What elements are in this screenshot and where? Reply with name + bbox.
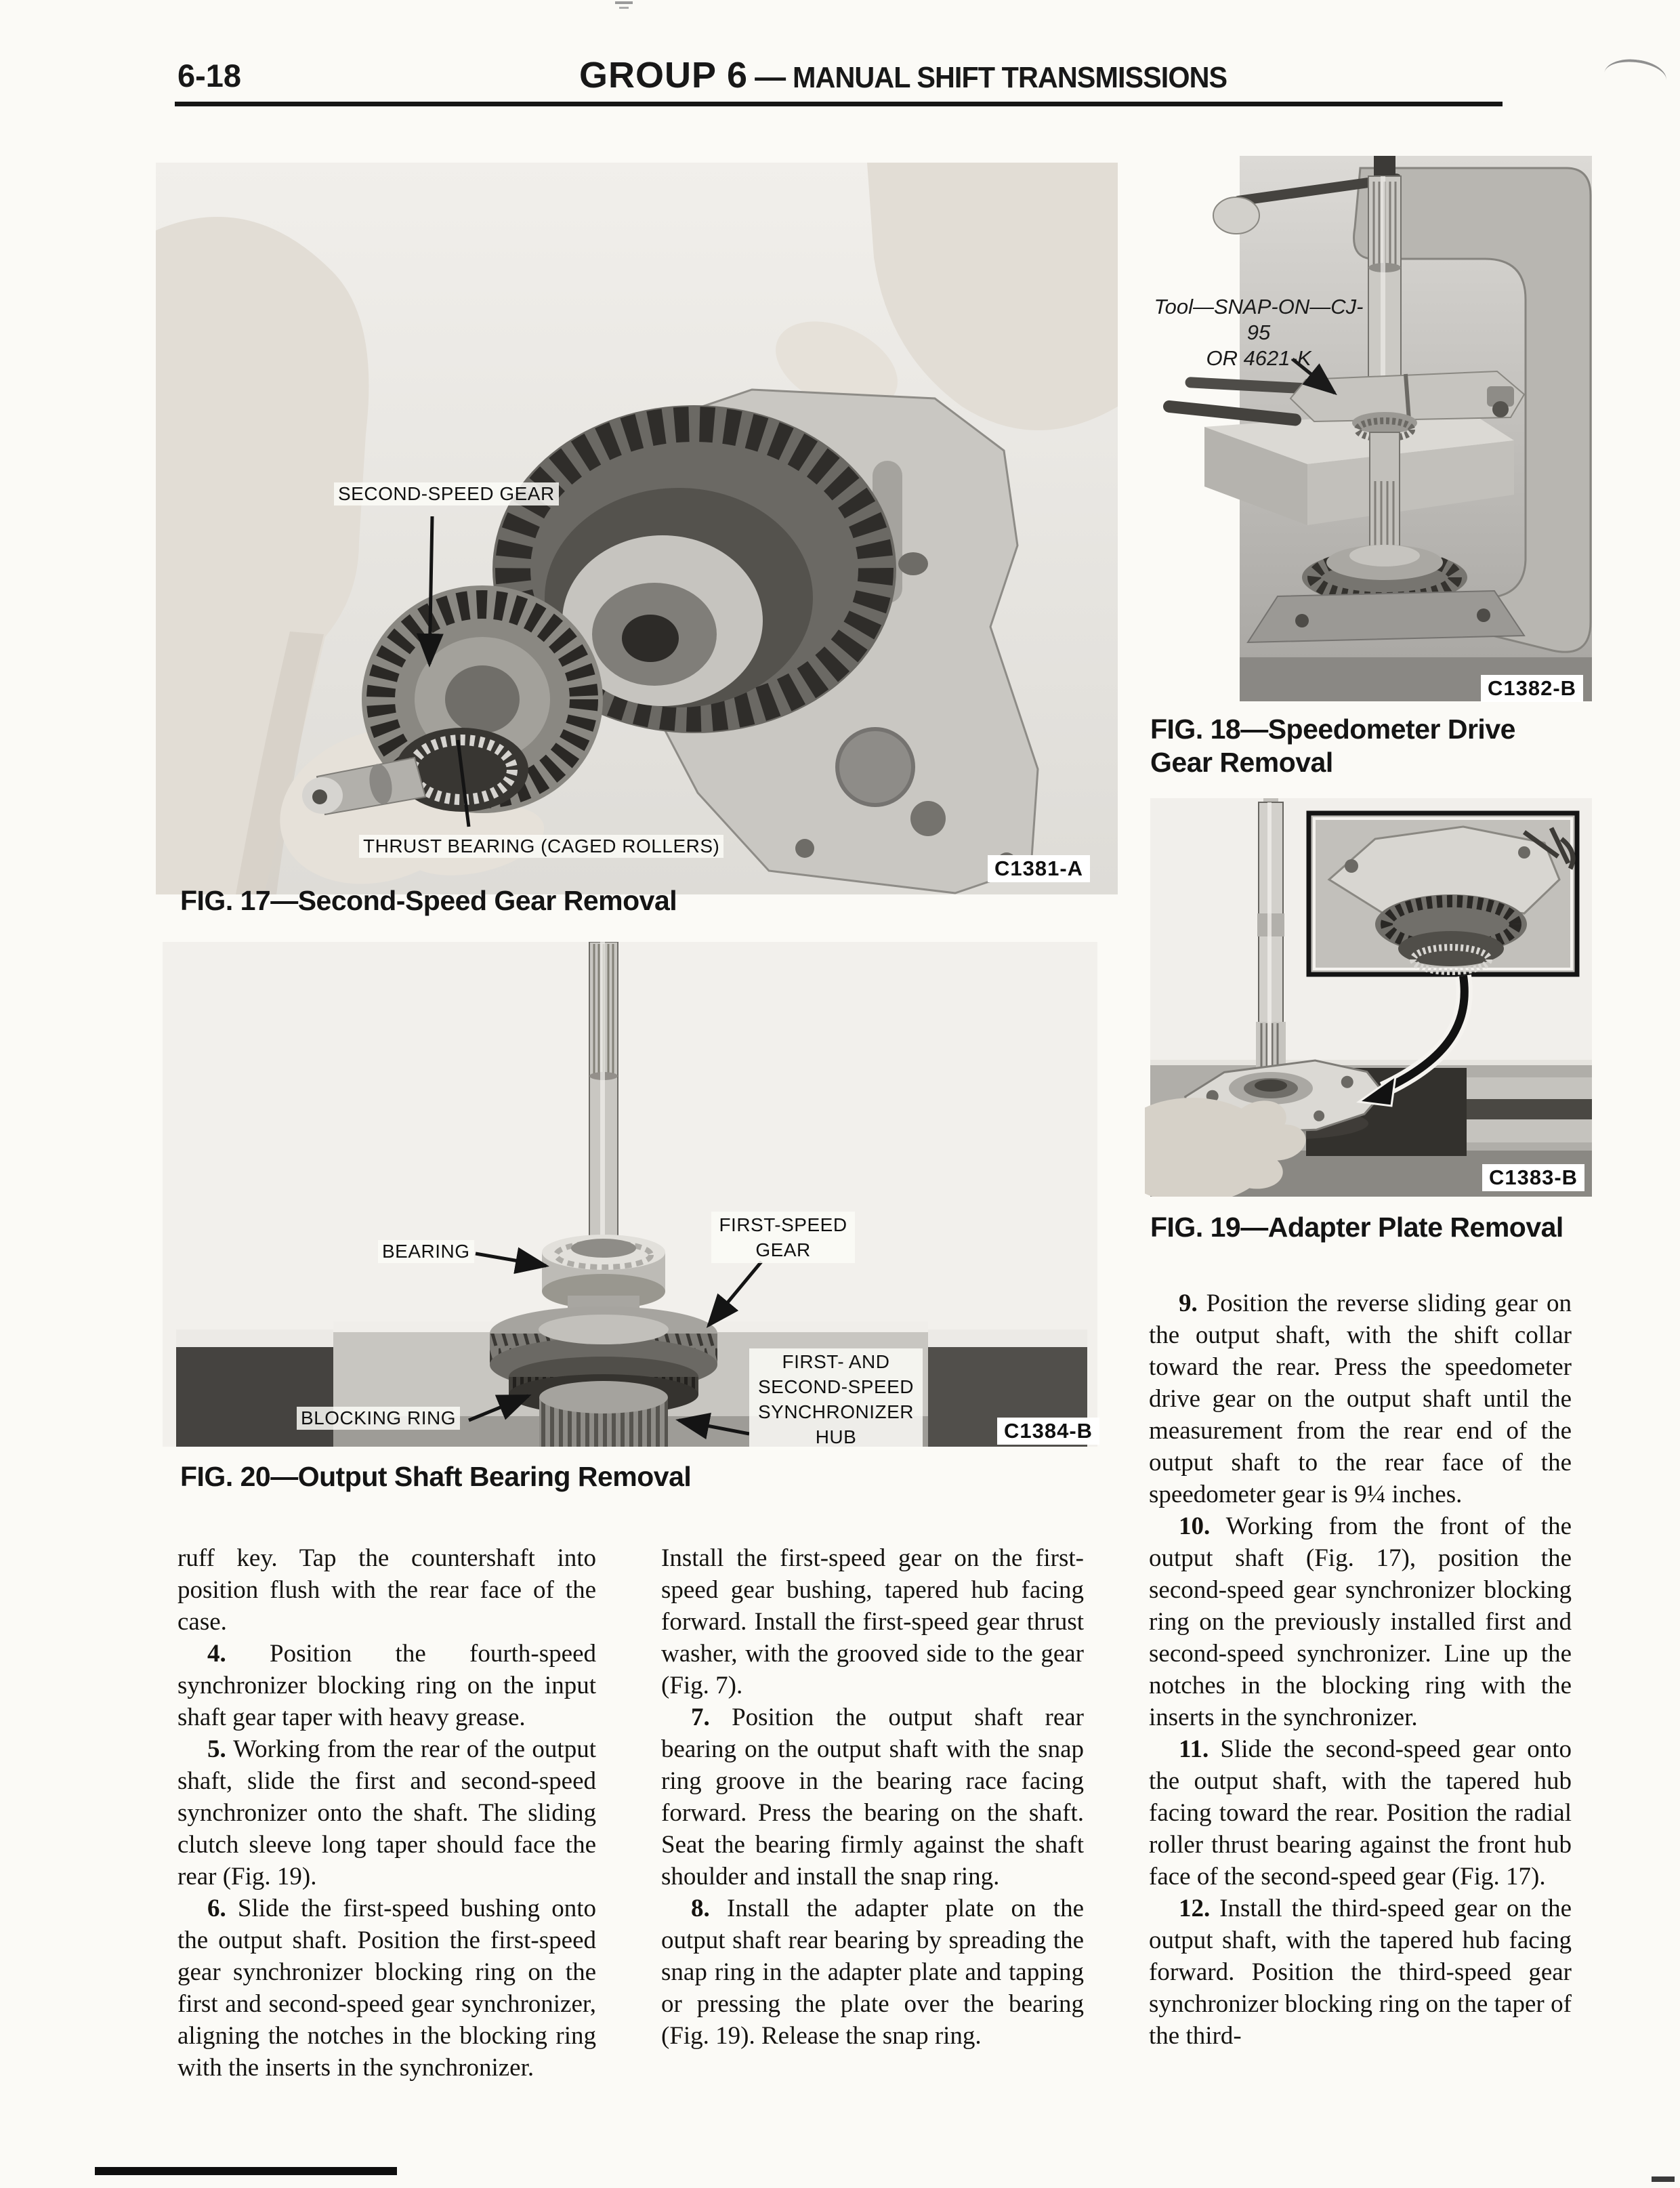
- body-paragraph: 4. Position the fourth-speed synchronizer blocking ring on the input shaft gear taper with heavy grease.: [177, 1640, 596, 1731]
- body-paragraph: 12. Install the third-speed gear on the output shaft, with the tapered hub facing forward. Position the third-speed gear synchronizer blocking ring on the taper of the third-: [1149, 1895, 1572, 2050]
- header-dash: —: [755, 59, 786, 94]
- body-paragraph: ruff key. Tap the countershaft into position flush with the rear face of the case.: [177, 1544, 596, 1636]
- figure-18: [1145, 156, 1592, 701]
- scan-artifact-arc: [1602, 56, 1668, 98]
- body-paragraph: 9. Position the reverse sliding gear on the output shaft, with the shift collar toward the rear. Press the speedometer drive gear on the output shaft until the measurement from the rear end of the output shaft to the rear face of the speedometer gear is 9¼ inches.: [1149, 1289, 1572, 1508]
- label-line: Tool—SNAP-ON—CJ-95: [1154, 295, 1364, 344]
- scan-artifact-tick: [615, 1, 633, 4]
- step-number: 10.: [1179, 1512, 1226, 1540]
- label-sync-hub: [749, 1348, 923, 1450]
- figure-18-photo: [1145, 156, 1592, 701]
- step-number: 4.: [207, 1640, 270, 1668]
- header-group: GROUP 6: [579, 55, 749, 96]
- photo-code-c1381a: C1381-A: [988, 855, 1090, 882]
- body-paragraph: 11. Slide the second-speed gear onto the output shaft, with the tapered hub facing toward the rear. Position the radial roller thrust bearing against the front hub face of the second-speed gear (Fig. 17).: [1149, 1735, 1572, 1891]
- label-line: OR 4621-K: [1206, 346, 1311, 370]
- step-number: 7.: [691, 1704, 732, 1731]
- figure-19-photo: [1145, 798, 1592, 1197]
- header-rule: [175, 102, 1503, 106]
- scan-artifact-nub: [1652, 2176, 1675, 2182]
- body-paragraph: 5. Working from the rear of the output shaft, slide the first and second-speed synchronizer onto the shaft. The sliding clutch sleeve long taper should face the rear (Fig. 19).: [177, 1735, 596, 1891]
- step-number: 8.: [691, 1895, 728, 1922]
- label-first-speed-gear: [711, 1212, 855, 1263]
- label-line: Gear Removal: [1150, 747, 1333, 778]
- photo-code-c1382b: C1382-B: [1481, 675, 1583, 702]
- photo-code-c1384b: C1384-B: [997, 1418, 1099, 1445]
- figure-17: [156, 163, 1118, 894]
- label-line: FIRST- AND: [782, 1351, 890, 1372]
- label-line: GEAR: [755, 1239, 811, 1260]
- step-number: 12.: [1179, 1895, 1220, 1922]
- figure-20: [163, 942, 1097, 1447]
- step-number: 5.: [207, 1735, 234, 1763]
- label-line: FIRST-SPEED: [719, 1214, 847, 1235]
- body-column-1: [177, 1542, 596, 2084]
- label-blocking-ring: BLOCKING RING: [297, 1407, 460, 1430]
- body-paragraph: 6. Slide the first-speed bushing onto the output shaft. Position the first-speed gear synchronizer blocking ring on the first and second-speed gear synchronizer, aligning the notches in the blocking ring with the inserts in the synchronizer.: [177, 1895, 596, 2082]
- label-line: FIG. 18—Speedometer Drive: [1150, 714, 1515, 745]
- step-number: 9.: [1179, 1289, 1206, 1317]
- label-bearing: BEARING: [378, 1240, 474, 1263]
- photo-code-c1383b: C1383-B: [1482, 1164, 1584, 1191]
- body-paragraph: Install the first-speed gear on the first-speed gear bushing, tapered hub facing forward. Install the first-speed gear thrust washer, with the grooved side to the gear (Fig. 7).: [661, 1544, 1084, 1699]
- body-column-2: [661, 1542, 1084, 2052]
- scan-artifact-bar: [95, 2167, 397, 2175]
- label-tool-snap-on: [1150, 294, 1367, 371]
- label-line: SYNCHRONIZER: [757, 1401, 914, 1422]
- figure-19: [1145, 798, 1592, 1197]
- figure-20-caption: FIG. 20—Output Shaft Bearing Removal: [180, 1461, 692, 1492]
- running-header: [579, 54, 1255, 96]
- label-line: SECOND-SPEED: [757, 1376, 915, 1397]
- body-paragraph: 7. Position the output shaft rear bearing on the output shaft with the snap ring groove in the bearing race facing forward. Press the bearing on the shaft. Seat the bearing firmly against the shaft shoulder and install the snap ring.: [661, 1704, 1084, 1891]
- figure-18-caption: [1150, 713, 1515, 779]
- step-number: 11.: [1179, 1735, 1221, 1763]
- label-thrust-bearing: THRUST BEARING (CAGED ROLLERS): [359, 835, 723, 858]
- step-number: 6.: [207, 1895, 238, 1922]
- body-paragraph: 10. Working from the front of the output shaft (Fig. 17), position the second-speed gear synchronizer blocking ring on the previously installed first and second-speed synchronizer. Line up the notches in the blocking ring with the inserts in the synchronizer.: [1149, 1512, 1572, 1731]
- figure-19-caption: FIG. 19—Adapter Plate Removal: [1150, 1212, 1563, 1243]
- page-number: 6-18: [177, 58, 242, 94]
- figure-20-photo: [163, 942, 1097, 1447]
- body-column-3: [1149, 1287, 1572, 2052]
- figure-17-photo: [156, 163, 1118, 894]
- figure-17-caption: FIG. 17—Second-Speed Gear Removal: [180, 885, 677, 916]
- header-section-title: MANUAL SHIFT TRANSMISSIONS: [793, 61, 1227, 94]
- label-line: HUB: [815, 1426, 857, 1447]
- body-paragraph: 8. Install the adapter plate on the output shaft rear bearing by spreading the snap ring in the adapter plate and tapping or pressing the plate over the bearing (Fig. 19). Release the snap ring.: [661, 1895, 1084, 2050]
- label-second-speed-gear: SECOND-SPEED GEAR: [334, 482, 559, 505]
